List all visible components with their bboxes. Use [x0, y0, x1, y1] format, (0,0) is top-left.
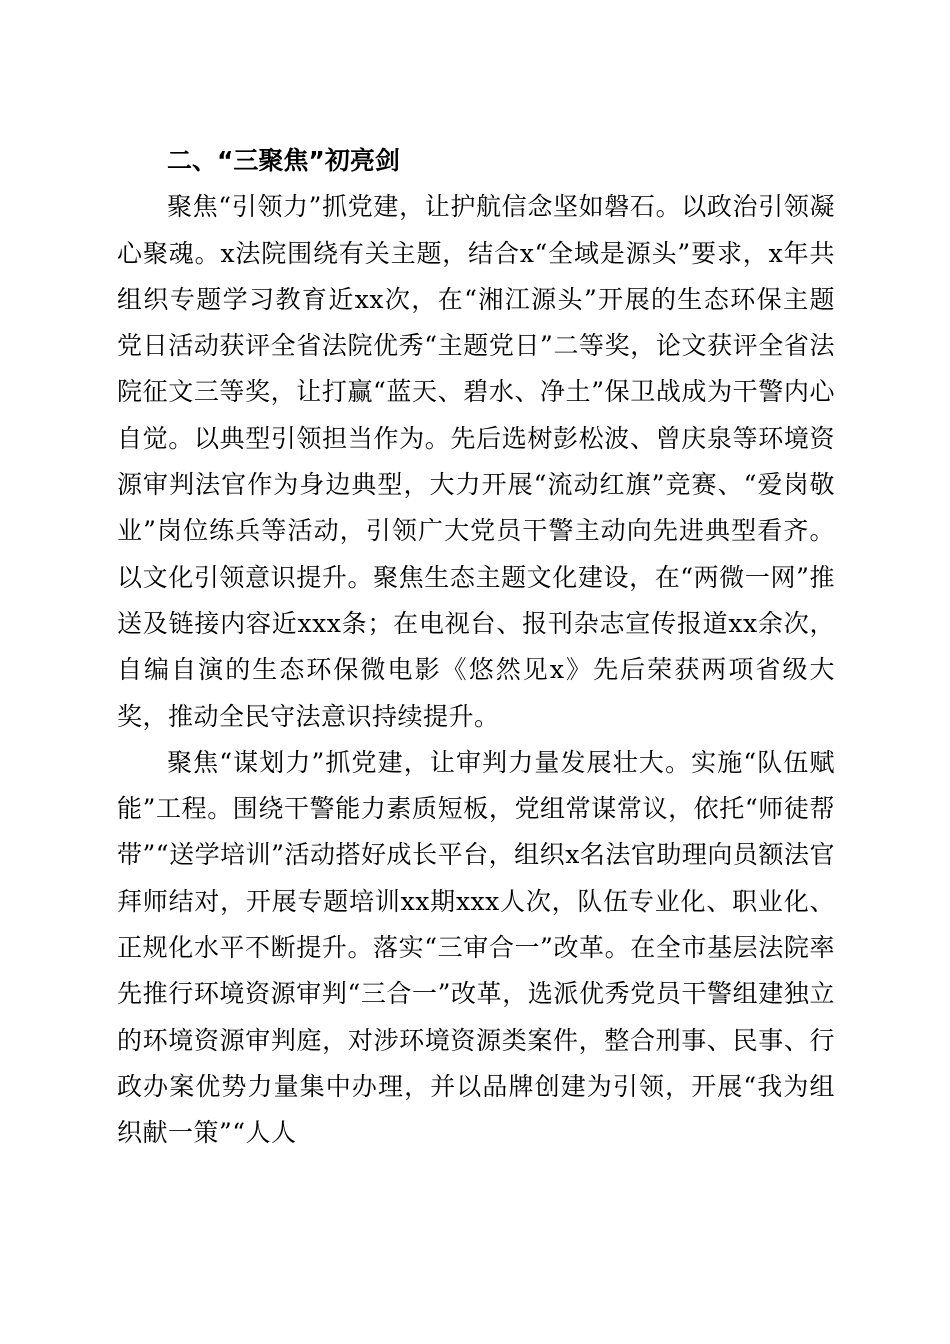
paragraph-leadership: 聚焦“引领力”抓党建，让护航信念坚如磐石。以政治引领凝心聚魂。x法院围绕有关主题，结合x“全域是源头”要求，x年共组织专题学习教育近xx次，在“湘江源头”开展的生态环保主题党日活动获评全省法院优秀“主题党日”二等奖，论文获评全省法院征文三等奖，让打赢“蓝天、碧水、净土”保卫战成为干警内心自觉。以典型引领担当作为。先后选树彭松波、曾庆泉等环境资源审判法官作为身边典型，大力开展“流动红旗”竞赛、“爱岗敬业”岗位练兵等活动，引领广大党员干警主动向先进典型看齐。以文化引领意识提升。聚焦生态主题文化建设，在“两微一网”推送及链接内容近xxx条；在电视台、报刊杂志宣传报道xx余次，自编自演的生态环保微电影《悠然见x》先后荣获两项省级大奖，推动全民守法意识持续提升。 [117, 192, 835, 731]
document-body [117, 138, 835, 1157]
paragraph-planning: 聚焦“谋划力”抓党建，让审判力量发展壮大。实施“队伍赋能”工程。围绕干警能力素质短板，党组常谋常议，依托“师徒帮带”“送学培训”活动搭好成长平台，组织x名法官助理向员额法官拜师结对，开展专题培训xx期xxx人次，队伍专业化、职业化、正规化水平不断提升。落实“三审合一”改革。在全市基层法院率先推行环境资源审判“三合一”改革，选派优秀党员干警组建独立的环境资源审判庭，对涉环境资源类案件，整合刑事、民事、行政办案优势力量集中办理，并以品牌创建为引领，开展“我为组织献一策”“人人 [117, 747, 835, 1148]
section-heading: 二、“三聚焦”初亮剑 [167, 146, 400, 175]
